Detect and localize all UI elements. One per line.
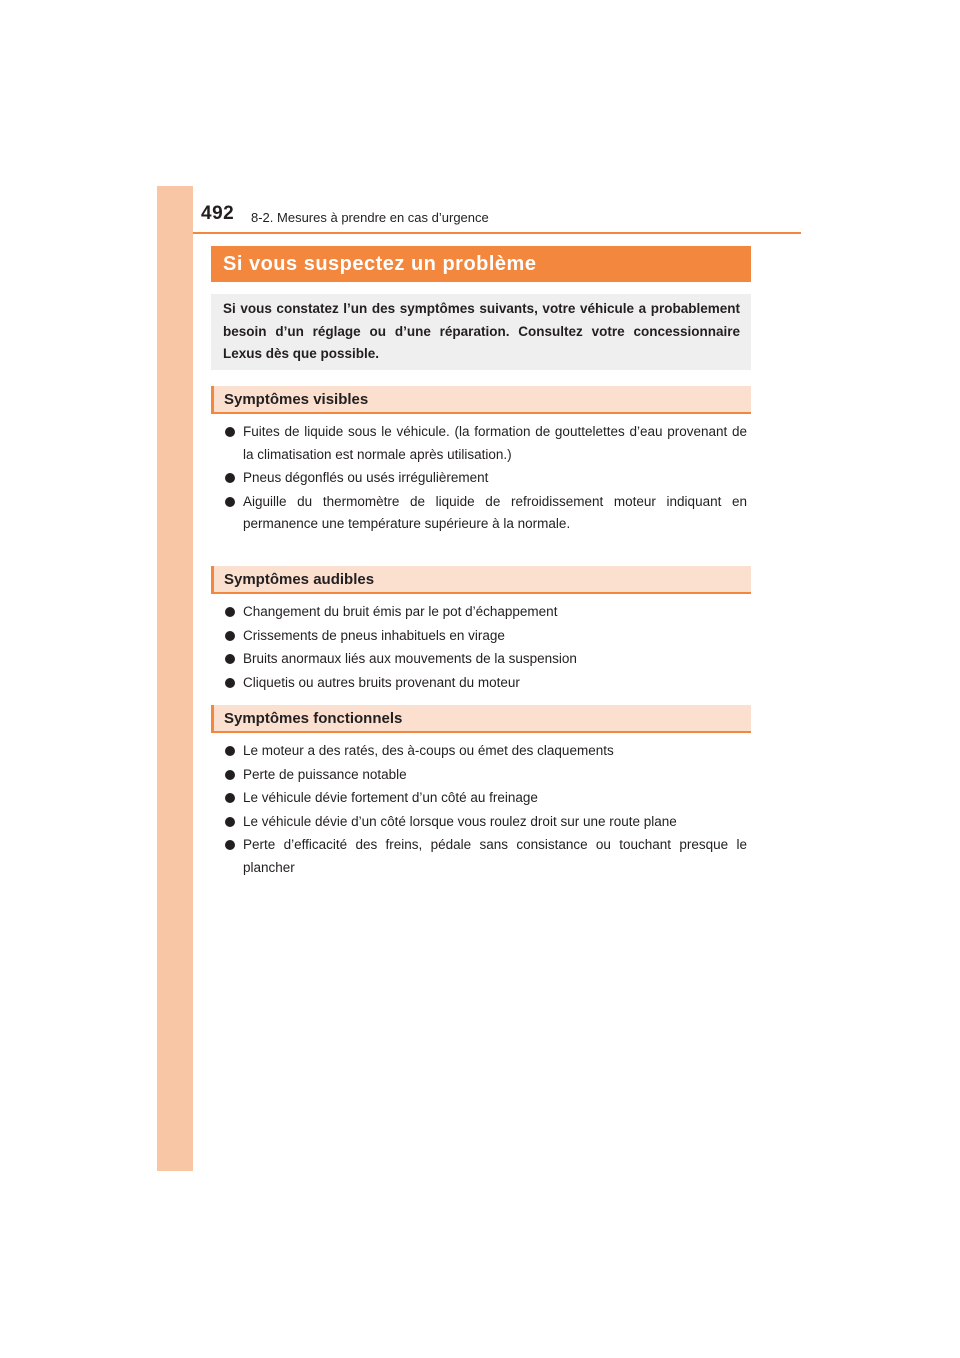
visible-symptoms-list — [225, 421, 747, 537]
bullet-icon — [225, 817, 235, 827]
list-item — [225, 672, 747, 695]
list-item-text: Le moteur a des ratés, des à-coups ou émet des claquements — [243, 743, 614, 758]
bullet-icon — [225, 770, 235, 780]
audible-symptoms-list — [225, 601, 747, 695]
list-item-text: Bruits anormaux liés aux mouvements de la suspension — [243, 651, 577, 666]
list-item — [225, 740, 747, 763]
bullet-icon — [225, 678, 235, 688]
bullet-icon — [225, 607, 235, 617]
list-item — [225, 834, 747, 879]
list-item-text: Cliquetis ou autres bruits provenant du moteur — [243, 674, 520, 690]
list-item — [225, 421, 747, 466]
header-divider — [193, 232, 801, 234]
list-item-text: Le véhicule dévie d’un côté lorsque vous roulez droit sur une route plane — [243, 813, 677, 829]
bullet-icon — [225, 427, 235, 437]
list-item-text: Le véhicule dévie fortement d’un côté au freinage — [243, 790, 538, 805]
page-title: Si vous suspectez un problème — [223, 252, 537, 275]
bullet-icon — [225, 793, 235, 803]
page-number: 492 — [201, 203, 235, 224]
subheading-visible-symptoms — [211, 386, 751, 414]
subheading-functional-symptoms — [211, 705, 751, 733]
list-item — [225, 625, 747, 648]
list-item — [225, 811, 747, 834]
list-item — [225, 648, 747, 671]
bullet-icon — [225, 497, 235, 507]
list-item-text: Fuites de liquide sous le véhicule. (la formation de gouttelettes d’eau provenant de la climatisation est normale après utilisation.) — [243, 424, 747, 462]
list-item — [225, 764, 747, 787]
section-reference: 8-2. Mesures à prendre en cas d’urgence — [251, 210, 489, 225]
side-tab-strip — [157, 186, 193, 1171]
list-item — [225, 467, 747, 490]
bullet-icon — [225, 840, 235, 850]
list-item-text: Aiguille du thermomètre de liquide de refroidissement moteur indiquant en permanence une température supérieure à la normale. — [243, 493, 747, 531]
list-item-text: Changement du bruit émis par le pot d’échappement — [243, 604, 558, 619]
bullet-icon — [225, 746, 235, 756]
bullet-icon — [225, 473, 235, 483]
bullet-icon — [225, 631, 235, 641]
main-title-bar — [211, 246, 751, 282]
list-item — [225, 601, 747, 624]
list-item-text: Crissements de pneus inhabituels en virage — [243, 627, 505, 643]
functional-symptoms-list — [225, 740, 747, 880]
intro-text: Si vous constatez l’un des symptômes suivants, votre véhicule a probablement besoin d’un réglage ou d’une réparation. Consultez votre concessionnaire Lexus dès que possible. — [223, 301, 740, 361]
list-item-text: Perte d’efficacité des freins, pédale sans consistance ou touchant presque le plancher — [243, 837, 747, 875]
list-item-text: Perte de puissance notable — [243, 766, 407, 782]
subheading-label: Symptômes fonctionnels — [224, 709, 403, 727]
subheading-label: Symptômes audibles — [224, 570, 375, 588]
list-item-text: Pneus dégonflés ou usés irrégulièrement — [243, 470, 489, 485]
subheading-audible-symptoms — [211, 566, 751, 594]
list-item — [225, 787, 747, 810]
bullet-icon — [225, 654, 235, 664]
intro-box — [211, 294, 751, 370]
list-item — [225, 491, 747, 536]
subheading-label: Symptômes visibles — [224, 390, 369, 408]
